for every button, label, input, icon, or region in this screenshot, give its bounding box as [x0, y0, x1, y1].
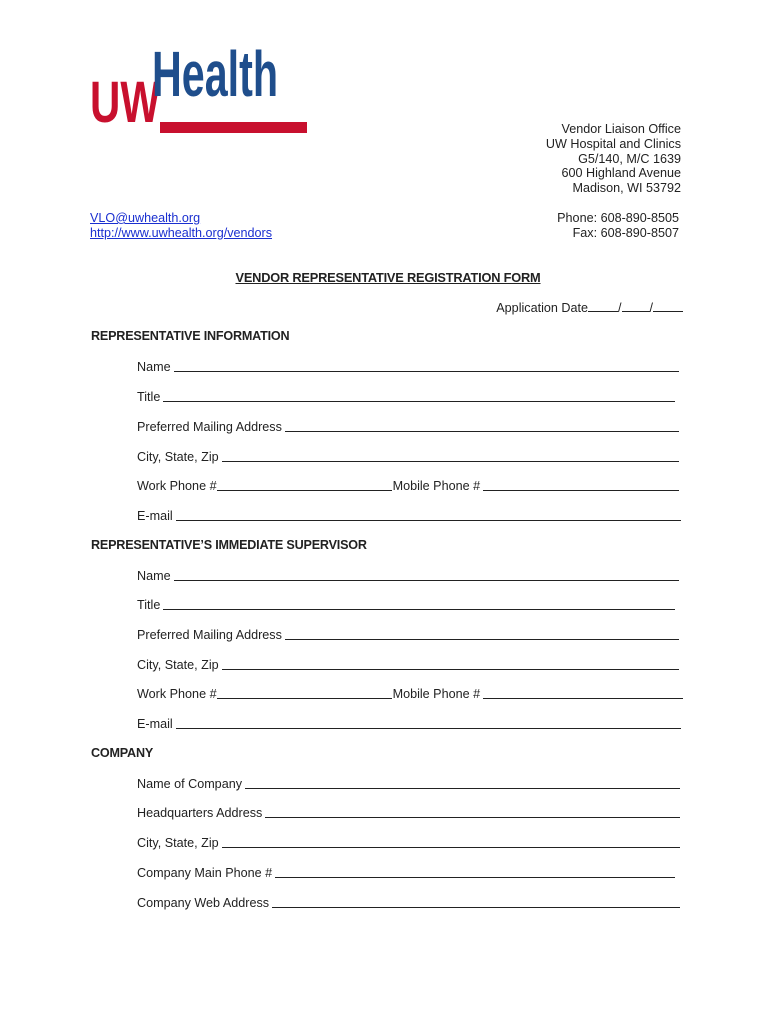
company-hq-field[interactable]: [265, 816, 680, 818]
phone-number: Phone: 608-890-8505: [557, 211, 679, 225]
address-line: Vendor Liaison Office: [561, 122, 681, 136]
sup-name-field[interactable]: [174, 579, 679, 581]
contact-links: [90, 211, 272, 241]
fax-number: Fax: 608-890-8507: [572, 225, 679, 240]
rep-email-field[interactable]: [176, 519, 681, 521]
field-label: Headquarters Address: [137, 806, 263, 820]
logo-underline-bar: [160, 122, 307, 133]
section-supervisor-title: REPRESENTATIVE’S IMMEDIATE SUPERVISOR: [91, 538, 367, 552]
section-representative-title: REPRESENTATIVE INFORMATION: [91, 329, 290, 343]
rep-city-field[interactable]: [222, 460, 679, 462]
office-address: [546, 122, 681, 196]
field-label: Company Web Address: [137, 896, 270, 910]
rep-name-row: [137, 358, 679, 374]
rep-work-phone-field[interactable]: [217, 489, 392, 491]
address-line: 600 Highland Avenue: [561, 166, 681, 181]
company-main-phone-field[interactable]: [275, 876, 675, 878]
sup-email-field[interactable]: [176, 727, 681, 729]
form-title-text: VENDOR REPRESENTATIVE REGISTRATION FORM: [235, 270, 541, 285]
field-label: Work Phone #: [137, 687, 217, 701]
sup-phone-row: [137, 685, 683, 701]
sup-city-row: [137, 656, 679, 672]
rep-title-row: [137, 388, 675, 404]
rep-email-row: [137, 507, 681, 523]
rep-phone-row: [137, 477, 679, 493]
section-company-title: COMPANY: [91, 746, 154, 760]
form-title: [0, 270, 770, 285]
date-separator: /: [649, 301, 653, 315]
field-label: Name of Company: [137, 777, 242, 791]
company-name-row: [137, 775, 680, 791]
field-label: Preferred Mailing Address: [137, 420, 282, 434]
field-label: Name: [137, 360, 171, 374]
date-day-blank[interactable]: [622, 299, 650, 312]
sup-work-phone-field[interactable]: [217, 697, 392, 699]
field-label: City, State, Zip: [137, 450, 219, 464]
field-label: Company Main Phone #: [137, 866, 273, 880]
field-label: Mobile Phone #: [392, 479, 481, 493]
field-label: Name: [137, 569, 171, 583]
field-label: City, State, Zip: [137, 658, 219, 672]
date-year-blank[interactable]: [653, 299, 683, 312]
address-line: UW Hospital and Clinics: [545, 136, 681, 151]
field-label: City, State, Zip: [137, 836, 219, 850]
contact-phones: [557, 211, 679, 241]
field-label: Mobile Phone #: [392, 687, 481, 701]
company-web-field[interactable]: [272, 906, 680, 908]
sup-email-row: [137, 715, 681, 731]
sup-mailing-row: [137, 626, 679, 642]
website-link[interactable]: http://www.uwhealth.org/vendors: [90, 225, 273, 240]
sup-mailing-field[interactable]: [285, 638, 679, 640]
rep-mailing-row: [137, 418, 679, 434]
field-label: Work Phone #: [137, 479, 217, 493]
sup-title-field[interactable]: [163, 608, 675, 610]
email-link[interactable]: VLO@uwhealth.org: [90, 211, 201, 225]
address-line: Madison, WI 53792: [572, 181, 681, 196]
rep-title-field[interactable]: [163, 400, 675, 402]
logo-uw-text: UW: [90, 70, 161, 135]
field-label: Preferred Mailing Address: [137, 628, 282, 642]
rep-mobile-phone-field[interactable]: [483, 489, 679, 491]
sup-title-row: [137, 596, 675, 612]
field-label: E-mail: [137, 509, 173, 523]
date-month-blank[interactable]: [588, 299, 618, 312]
address-line: G5/140, M/C 1639: [578, 151, 681, 166]
field-label: Title: [137, 390, 161, 404]
rep-mailing-field[interactable]: [285, 430, 679, 432]
sup-city-field[interactable]: [222, 668, 679, 670]
company-city-row: [137, 834, 680, 850]
application-date: [496, 299, 683, 315]
company-web-row: [137, 894, 680, 910]
date-separator: /: [618, 301, 622, 315]
uw-health-logo: [90, 40, 312, 138]
company-hq-row: [137, 804, 680, 820]
company-phone-row: [137, 864, 675, 880]
field-label: Title: [137, 598, 161, 612]
company-name-field[interactable]: [245, 787, 680, 789]
sup-name-row: [137, 567, 679, 583]
rep-city-row: [137, 448, 679, 464]
uw-health-logo-graphic: [90, 40, 312, 138]
rep-name-field[interactable]: [174, 370, 679, 372]
application-date-label: Application Date: [496, 301, 588, 315]
sup-mobile-phone-field[interactable]: [483, 697, 683, 699]
logo-health-text: Health: [152, 38, 278, 110]
company-city-field[interactable]: [222, 846, 680, 848]
field-label: E-mail: [137, 717, 173, 731]
